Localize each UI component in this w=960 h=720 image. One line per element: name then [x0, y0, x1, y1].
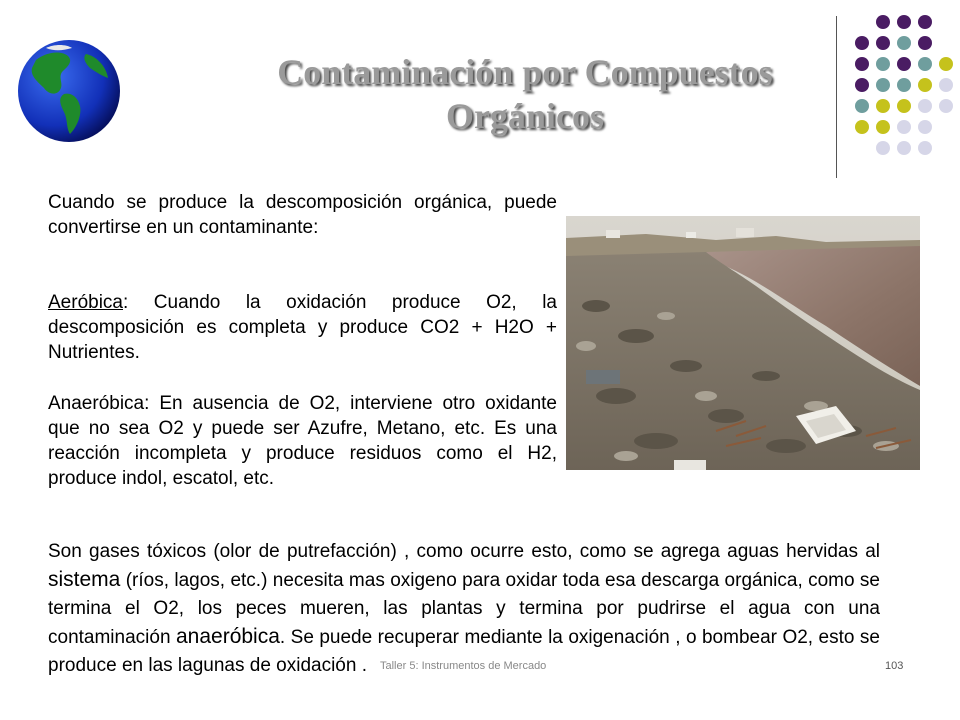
- aerobic-paragraph: [48, 290, 557, 365]
- aerobic-text: : Cuando la oxidación produce O2, la descomposición es completa y produce CO2 + H2O + Nutrientes.: [48, 292, 557, 363]
- decorative-dot: [918, 36, 932, 50]
- toxic-gases-paragraph: Son gases tóxicos (olor de putrefacción) , como ocurre esto, como se agrega aguas hervidas al sistema (ríos, lagos, etc.) necesita mas oxigeno para oxidar toda esa descarga orgánica, como se termina el O2, los peces mueren, las plantas y termina por pudrirse el agua con una contaminación anaeróbica. Se puede recuperar mediante la oxigenación , o bombear O2, esto se produce en las lagunas de oxidación .: [48, 541, 880, 676]
- aerobic-label: Aeróbica: [48, 292, 123, 313]
- page-number: 103: [885, 660, 904, 672]
- footer-text: Taller 5: Instrumentos de Mercado: [380, 660, 547, 672]
- decorative-dot: [897, 15, 911, 29]
- decorative-dot: [897, 99, 911, 113]
- title-line-1: Contaminación por Compuestos: [277, 52, 773, 92]
- decorative-dot: [918, 57, 932, 71]
- decorative-dot: [918, 15, 932, 29]
- decorative-dot: [855, 99, 869, 113]
- decorative-dot: [855, 57, 869, 71]
- decorative-dot: [918, 141, 932, 155]
- decorative-dot: [876, 78, 890, 92]
- intro-paragraph: Cuando se produce la descomposición orgánica, puede convertirse en un contaminante:: [48, 192, 557, 238]
- title-line-2: Orgánicos: [446, 96, 604, 136]
- anaerobic-paragraph: Anaeróbica: En ausencia de O2, interviene otro oxidante que no sea O2 y puede ser Azufre, Metano, etc. Es una reacción incompleta y produce residuos como el H2, produce indol, escatol, etc.: [48, 393, 557, 489]
- decorative-dot: [897, 78, 911, 92]
- decorative-dot-grid: [0, 0, 960, 180]
- decorative-dot: [855, 120, 869, 134]
- decorative-dot: [855, 78, 869, 92]
- decorative-dot: [876, 141, 890, 155]
- decorative-dot: [876, 15, 890, 29]
- decorative-dot: [897, 36, 911, 50]
- decorative-dot: [918, 99, 932, 113]
- decorative-dot: [876, 57, 890, 71]
- decorative-dot: [939, 57, 953, 71]
- decorative-dot: [939, 78, 953, 92]
- decorative-dot: [897, 57, 911, 71]
- decorative-dot: [855, 36, 869, 50]
- polluted-beach-photo: [566, 216, 920, 470]
- decorative-dot: [897, 120, 911, 134]
- decorative-dot: [918, 78, 932, 92]
- decorative-dot: [897, 141, 911, 155]
- decorative-dot: [918, 120, 932, 134]
- decorative-dot: [876, 99, 890, 113]
- decorative-dot: [876, 120, 890, 134]
- decorative-dot: [939, 99, 953, 113]
- decorative-dot: [876, 36, 890, 50]
